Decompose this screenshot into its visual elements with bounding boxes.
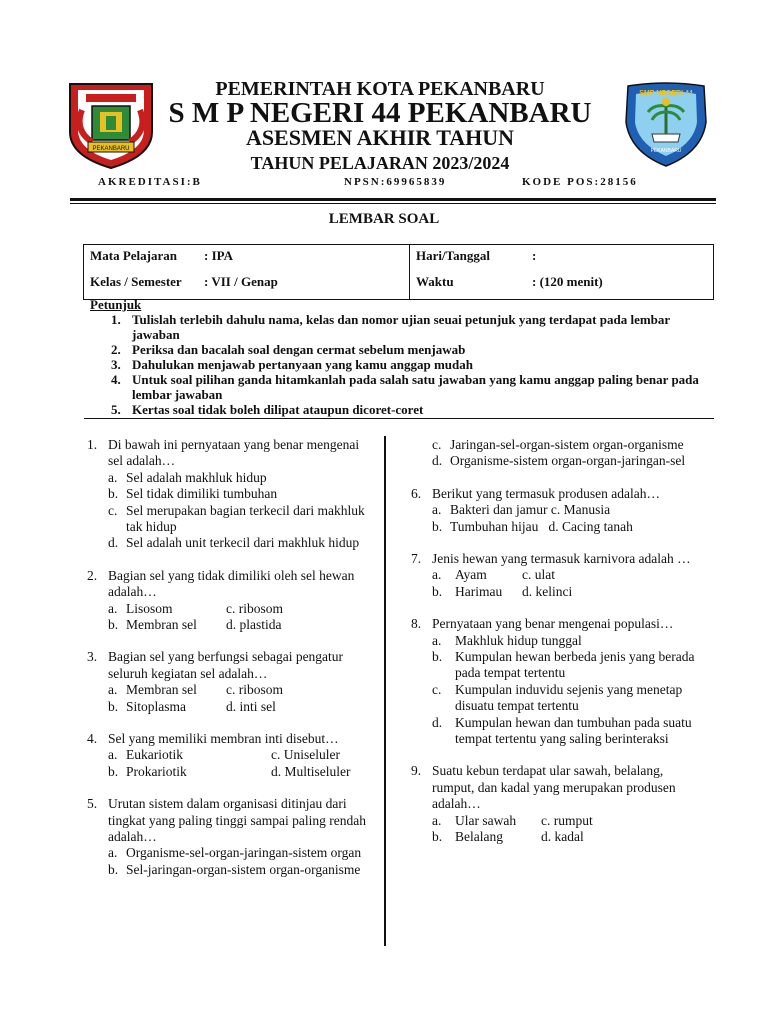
question-5: 5. Urutan sistem dalam organisasi ditinjau dari tingkat yang paling tinggi sampai paling rendah adalah… a. Organisme-sel-organ-jaringan-sistem organ b. Sel-jaringan-organ-sistem organ-organisme	[87, 796, 377, 878]
exam-info-table	[83, 244, 714, 300]
kelas-value: : VII / Genap	[204, 274, 278, 289]
option[interactable]: a. Bakteri dan jamur c. Manusia	[432, 502, 611, 518]
option-row[interactable]: b. Sitoplasma d. inti sel	[108, 698, 276, 714]
hari-value: :	[532, 248, 537, 263]
waktu-label: Waktu	[416, 274, 454, 289]
option[interactable]: d. Organisme-sistem organ-organ-jaringan-sel	[432, 453, 686, 469]
doc-title: LEMBAR SOAL	[328, 211, 440, 227]
kelas-label: Kelas / Semester	[90, 274, 182, 289]
hari-label: Hari/Tanggal	[416, 248, 490, 263]
option[interactable]: a. Sel adalah makhluk hidup	[108, 469, 267, 485]
right-column	[411, 437, 701, 861]
option-row[interactable]: a. Ayam c. ulat	[432, 567, 555, 583]
school-logo	[622, 82, 710, 168]
option[interactable]: b. Sel tidak dimiliki tumbuhan	[108, 486, 278, 502]
kode-pos: KODE POS:28156	[522, 176, 638, 188]
header-line-4: TAHUN PELAJARAN 2023/2024	[250, 153, 510, 173]
option[interactable]: d. Kumpulan hewan dan tumbuhan pada suatu tempat tertentu yang saling berinteraksi	[432, 714, 692, 747]
option[interactable]: c. Kumpulan induvidu sejenis yang menetap disuatu tempat tertentu	[432, 681, 683, 714]
option-row[interactable]: b. Harimau d. kelinci	[432, 583, 573, 599]
option[interactable]: b. Sel-jaringan-organ-sistem organ-organisme	[108, 861, 361, 877]
option[interactable]: b. Kumpulan hewan berbeda jenis yang berada pada tempat tertentu	[432, 649, 695, 681]
school-name: S M P NEGERI 44 PEKANBARU	[168, 97, 592, 129]
npsn: NPSN:69965839	[344, 176, 447, 188]
instruction-item: 3. Dahulukan menjawab pertanyaan yang kamu anggap mudah	[111, 357, 473, 372]
option-row[interactable]: a. Ular sawah c. rumput	[432, 812, 593, 828]
logo-right-bottom: PEKANBARU	[650, 148, 682, 154]
question-1: 1. Di bawah ini pernyataan yang benar mengenai sel adalah… a. Sel adalah makhluk hidup b. Sel tidak dimiliki tumbuhan c. Sel merupakan bagian terkecil dari makhluk tak hidup d. Sel adalah unit terkecil dari makhluk hidup	[87, 437, 377, 552]
question-5-continued	[411, 437, 701, 470]
option-row[interactable]: b. Membran sel d. plastida	[108, 617, 282, 633]
option[interactable]: c. Sel merupakan bagian terkecil dari makhluk tak hidup	[108, 502, 365, 535]
question-4: 4. Sel yang memiliki membran inti disebut… a. Eukariotik c. Uniseluler b. Prokariotik d. Multiseluler	[87, 731, 377, 780]
question-3: 3. Bagian sel yang berfungsi sebagai pengatur seluruh kegiatan sel adalah… a. Membran sel c. ribosom b. Sitoplasma d. inti sel	[87, 649, 377, 715]
instruction-item: 2. Periksa dan bacalah soal dengan cermat sebelum menjawab	[111, 342, 466, 357]
instruction-item: 4. Untuk soal pilihan ganda hitamkanlah pada salah satu jawaban yang kamu anggap paling benar pada lembar jawaban	[111, 372, 699, 402]
header-rule-thin	[70, 203, 716, 204]
option[interactable]: d. Sel adalah unit terkecil dari makhluk hidup	[108, 535, 360, 551]
option-row[interactable]: a. Membran sel c. ribosom	[108, 682, 283, 698]
city-emblem-logo	[64, 80, 158, 170]
instructions-title: Petunjuk	[90, 297, 142, 312]
mapel-label: Mata Pelajaran	[90, 248, 178, 263]
option-row[interactable]: a. Eukariotik c. Uniseluler	[108, 747, 340, 763]
instruction-item: 5. Kertas soal tidak boleh dilipat ataupun dicoret-coret	[111, 402, 424, 417]
waktu-value: : (120 menit)	[532, 274, 603, 289]
instructions	[90, 297, 710, 417]
mapel-value: : IPA	[204, 248, 234, 263]
option-row[interactable]: b. Belalang d. kadal	[432, 829, 584, 845]
question-9: 9. Suatu kebun terdapat ular sawah, belalang, rumput, dan kadal yang merupakan produsen adalah… a. Ular sawah c. rumput b. Belalang d. kadal	[411, 763, 701, 845]
question-7: 7. Jenis hewan yang termasuk karnivora adalah … a. Ayam c. ulat b. Harimau d. kelinci	[411, 551, 701, 600]
option[interactable]: a. Makhluk hidup tunggal	[432, 632, 582, 648]
option[interactable]: b. Tumbuhan hijau d. Cacing tanah	[432, 518, 633, 534]
instruction-item: 1. Tulislah terlebih dahulu nama, kelas dan nomor ujian seuai petunjuk yang terdapat pada lembar jawaban	[111, 312, 670, 342]
option-row[interactable]: b. Prokariotik d. Multiseluler	[108, 763, 351, 779]
header-line-3: ASESMEN AKHIR TAHUN	[245, 125, 515, 150]
question-2: 2. Bagian sel yang tidak dimiliki oleh sel hewan adalah… a. Lisosom c. ribosom b. Membran sel d. plastida	[87, 568, 377, 634]
akreditasi: AKREDITASI:B	[98, 176, 202, 188]
left-column	[87, 437, 377, 894]
option[interactable]: c. Jaringan-sel-organ-sistem organ-organisme	[432, 437, 684, 452]
column-divider	[384, 436, 386, 946]
header-line-1: PEMERINTAH KOTA PEKANBARU	[215, 78, 545, 100]
logo-right-text: SMP NEGERI 44	[639, 90, 693, 97]
logo-left-text: PEKANBARU	[92, 146, 130, 152]
option[interactable]: a. Organisme-sel-organ-jaringan-sistem organ	[108, 845, 362, 861]
instructions-bottom-rule	[84, 418, 714, 419]
question-8: 8. Pernyataan yang benar mengenai populasi… a. Makhluk hidup tunggal b. Kumpulan hewan berbeda jenis yang berada pada tempat tertentu c. Kumpulan induvidu sejenis yang menetap disuatu tempat tertentu d. Kumpulan hewan dan tumbuhan pada suatu tempat tertentu yang saling berinteraksi	[411, 616, 701, 747]
header-rule-thick	[70, 198, 716, 201]
option-row[interactable]: a. Lisosom c. ribosom	[108, 600, 283, 616]
question-6: 6. Berikut yang termasuk produsen adalah… a. Bakteri dan jamur c. Manusia b. Tumbuhan hijau d. Cacing tanah	[411, 486, 701, 535]
